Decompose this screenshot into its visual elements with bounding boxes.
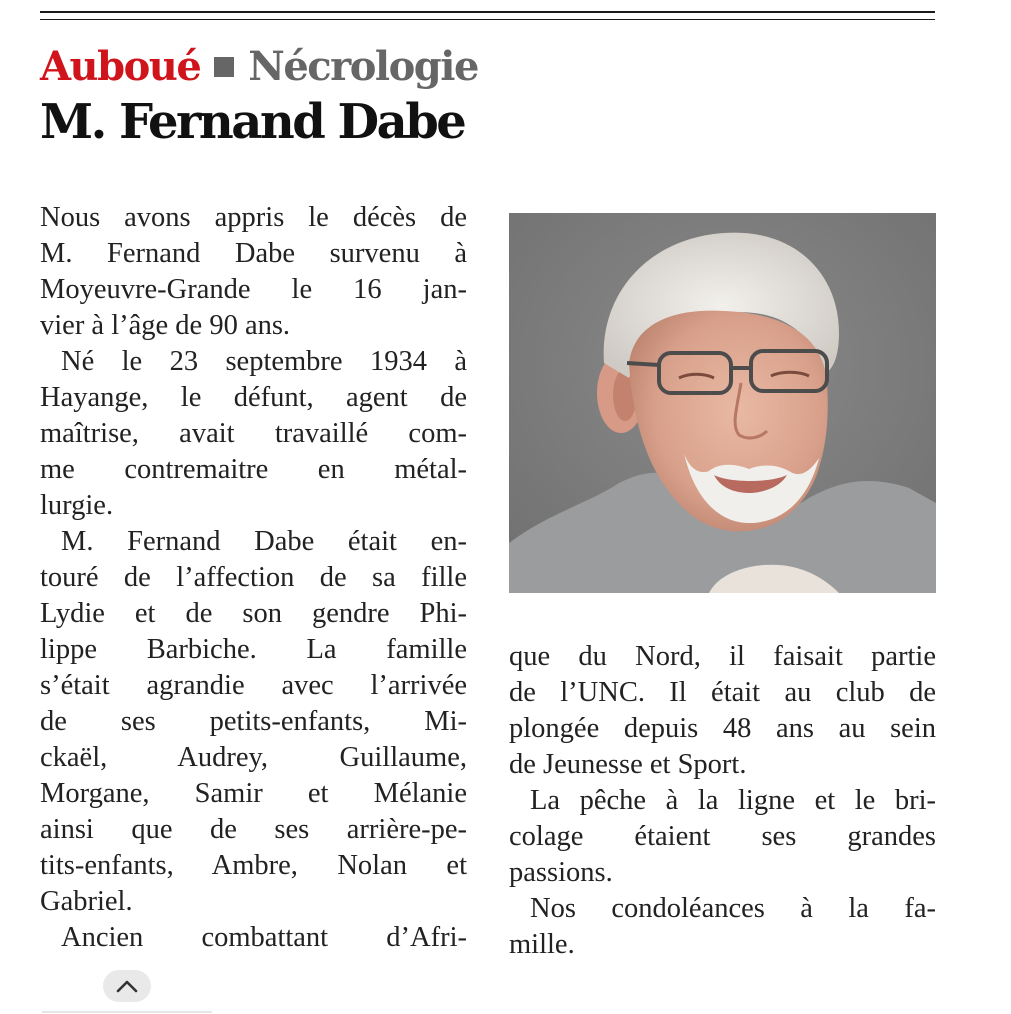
text-line: mille. <box>509 929 575 960</box>
text-line: de l’UNC. Il était au club de <box>509 677 936 708</box>
text-line: Gabriel. <box>40 886 133 917</box>
text-line: Né le 23 septembre 1934 à <box>61 346 467 377</box>
kicker-section: Nécrologie <box>248 43 478 90</box>
text-line: ckaël, Audrey, Guillaume, <box>40 742 467 773</box>
text-line: s’était agrandie avec l’arrivée <box>40 670 467 701</box>
article-column-left <box>40 200 467 956</box>
bottom-divider <box>42 1011 212 1013</box>
text-line: Ancien combattant d’Afri- <box>61 922 467 953</box>
article-title: M. Fernand Dabe <box>40 94 465 150</box>
text-line: Morgane, Samir et Mélanie <box>40 778 467 809</box>
text-line: La pêche à la ligne et le bri- <box>530 785 936 816</box>
text-line: de ses petits-enfants, Mi- <box>40 706 467 737</box>
text-line: passions. <box>509 857 613 888</box>
text-line: que du Nord, il faisait partie <box>509 641 936 672</box>
text-line: lurgie. <box>40 490 114 521</box>
text-line: maîtrise, avait travaillé com- <box>40 418 467 449</box>
top-rule <box>40 11 935 13</box>
text-line: Hayange, le défunt, agent de <box>40 382 467 413</box>
kicker-place: Auboué <box>40 43 201 90</box>
text-line: ainsi que de ses arrière-pe- <box>40 814 467 845</box>
article-column-right <box>509 639 936 963</box>
chevron-up-icon <box>115 979 139 993</box>
text-line: M. Fernand Dabe survenu à <box>40 238 467 269</box>
scroll-up-button[interactable] <box>103 970 151 1002</box>
text-line: Lydie et de son gendre Phi- <box>40 598 467 629</box>
text-line: lippe Barbiche. La famille <box>40 634 467 665</box>
text-line: plongée depuis 48 ans au sein <box>509 713 936 744</box>
text-line: vier à l’âge de 90 ans. <box>40 310 291 341</box>
kicker-separator-square <box>214 57 234 77</box>
portrait-photo <box>509 213 936 593</box>
text-line: touré de l’affection de sa fille <box>40 562 467 593</box>
text-line: M. Fernand Dabe était en- <box>61 526 467 557</box>
text-line: me contremaitre en métal- <box>40 454 467 485</box>
top-rule-thin <box>40 19 935 20</box>
text-line: Moyeuvre-Grande le 16 jan- <box>40 274 467 305</box>
kicker <box>40 42 478 92</box>
text-line: Nos condoléances à la fa- <box>530 893 936 924</box>
text-line: de Jeunesse et Sport. <box>509 749 747 780</box>
text-line: colage étaient ses grandes <box>509 821 936 852</box>
text-line: Nous avons appris le décès de <box>40 202 467 233</box>
text-line: tits-enfants, Ambre, Nolan et <box>40 850 467 881</box>
